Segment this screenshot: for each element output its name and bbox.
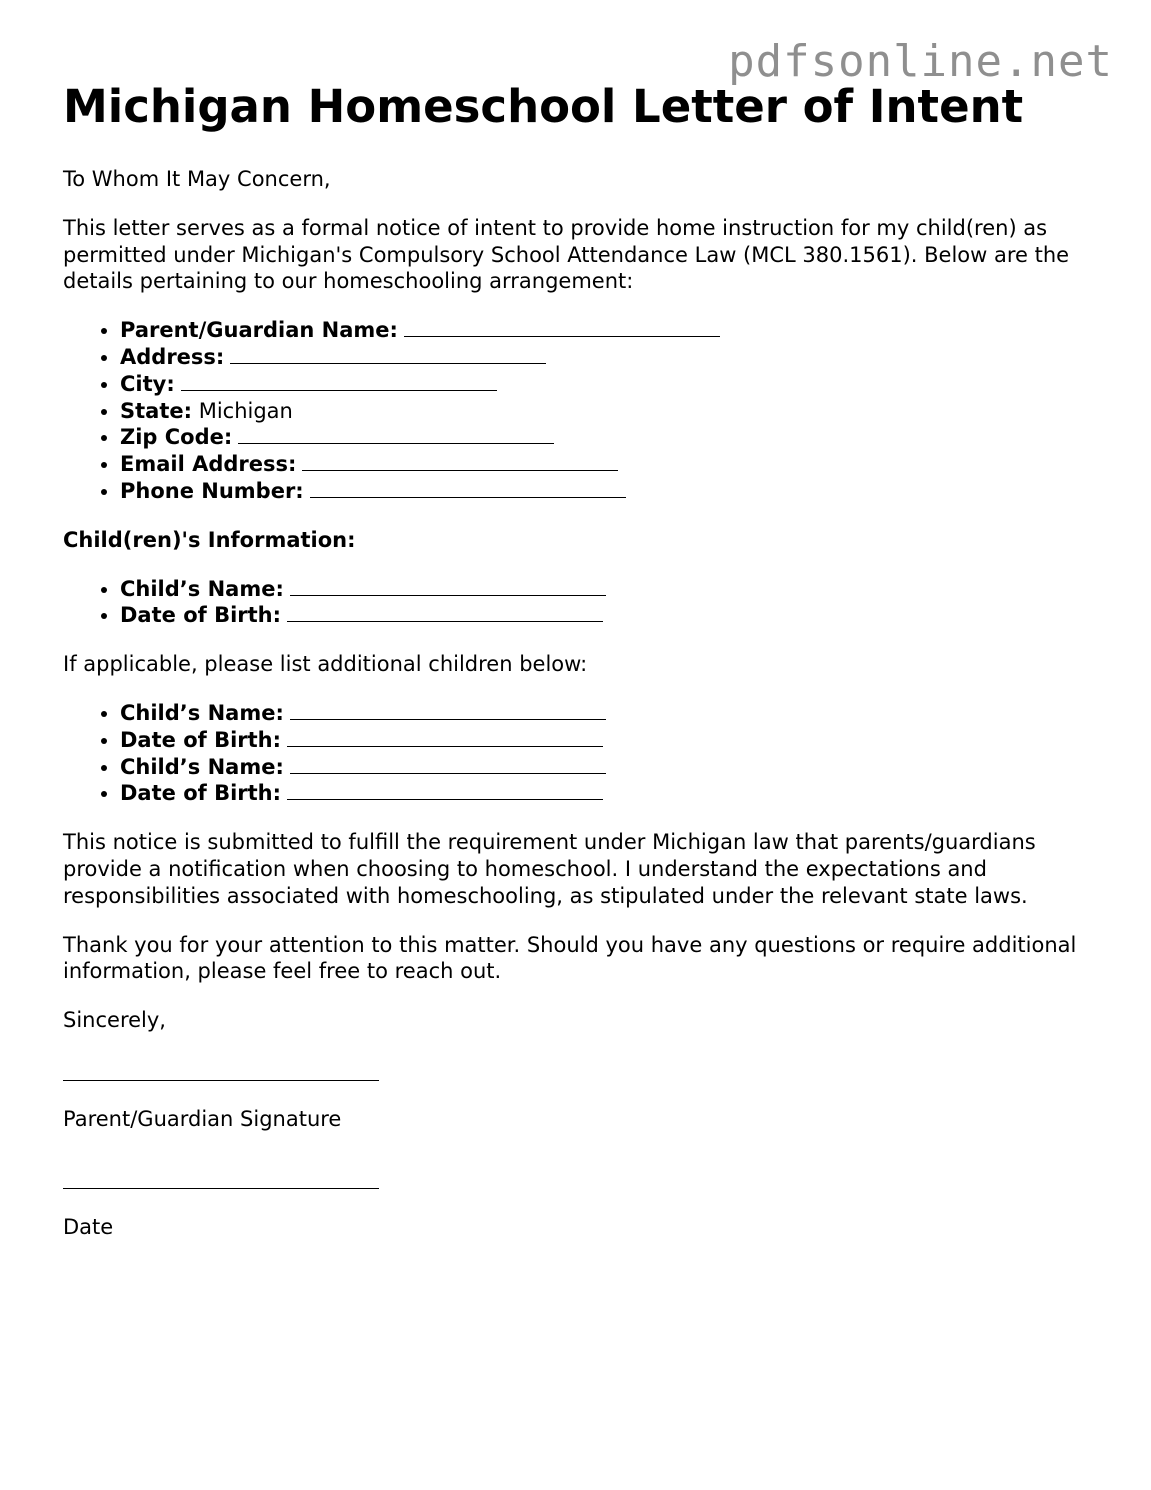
field-label: Zip Code: — [120, 425, 233, 450]
child-info-list — [63, 576, 1103, 630]
field-label: Date of Birth: — [120, 781, 282, 806]
child-name-field[interactable] — [120, 576, 1103, 603]
fill-in-line[interactable] — [238, 424, 554, 444]
fill-in-line[interactable] — [181, 371, 497, 391]
address-field[interactable] — [120, 344, 1103, 371]
child-dob-field[interactable] — [120, 602, 1103, 629]
state-value: Michigan — [198, 398, 293, 423]
signature-label: Parent/Guardian Signature — [63, 1106, 342, 1131]
child-name-field[interactable] — [120, 700, 1103, 727]
watermark: pdfsonline.net — [728, 36, 1113, 87]
children-heading: Child(ren)'s Information: — [63, 527, 356, 552]
parent-info-list — [63, 317, 1103, 505]
notice-paragraph: This notice is submitted to fulfill the requirement under Michigan law that parents/guardians provide a notification when choosing to homeschool. I understand the expectations and responsibilities associated with homeschooling, as stipulated under the relevant state laws. — [63, 830, 1036, 908]
intro-paragraph: This letter serves as a formal notice of intent to provide home instruction for my child(ren) as permitted under Michigan's Compulsory School Attendance Law (MCL 380.1561). Below are the details pertaining to our homeschooling arrangement: — [63, 215, 1070, 294]
page-title: Michigan Homeschool Letter of Intent — [63, 80, 1024, 133]
field-label: Child’s Name: — [120, 754, 284, 779]
date-label: Date — [63, 1214, 114, 1239]
field-label: Child’s Name: — [120, 700, 284, 725]
zip-code-field[interactable] — [120, 424, 1103, 451]
additional-children-list — [63, 700, 1103, 807]
fill-in-line[interactable] — [230, 344, 546, 364]
field-label: State: — [120, 398, 193, 423]
city-field[interactable] — [120, 371, 1103, 398]
thanks-paragraph: Thank you for your attention to this matter. Should you have any questions or require additional information, please feel free to reach out. — [63, 932, 1077, 984]
field-label: City: — [120, 371, 175, 396]
salutation: To Whom It May Concern, — [63, 167, 331, 191]
field-label: Date of Birth: — [120, 727, 282, 752]
fill-in-line[interactable] — [287, 602, 603, 622]
fill-in-line[interactable] — [310, 478, 626, 498]
phone-field[interactable] — [120, 478, 1103, 505]
field-label: Address: — [120, 344, 225, 369]
email-field[interactable] — [120, 451, 1103, 478]
field-label: Email Address: — [120, 452, 297, 477]
field-label: Date of Birth: — [120, 603, 282, 628]
child-dob-field[interactable] — [120, 727, 1103, 754]
signature-line[interactable] — [63, 1056, 379, 1081]
fill-in-line[interactable] — [290, 576, 606, 596]
fill-in-line[interactable] — [302, 451, 618, 471]
parent-name-field[interactable] — [120, 317, 1103, 344]
fill-in-line[interactable] — [404, 317, 720, 337]
additional-children-note: If applicable, please list additional children below: — [63, 652, 588, 677]
closing: Sincerely, — [63, 1008, 166, 1033]
letter-page — [63, 78, 1103, 1272]
fill-in-line[interactable] — [287, 727, 603, 747]
fill-in-line[interactable] — [290, 700, 606, 720]
child-name-field[interactable] — [120, 754, 1103, 781]
fill-in-line[interactable] — [287, 780, 603, 800]
child-dob-field[interactable] — [120, 780, 1103, 807]
fill-in-line[interactable] — [290, 754, 606, 774]
date-line[interactable] — [63, 1164, 379, 1189]
state-field — [120, 398, 1103, 425]
field-label: Child’s Name: — [120, 576, 284, 601]
field-label: Phone Number: — [120, 478, 304, 503]
field-label: Parent/Guardian Name: — [120, 318, 398, 343]
